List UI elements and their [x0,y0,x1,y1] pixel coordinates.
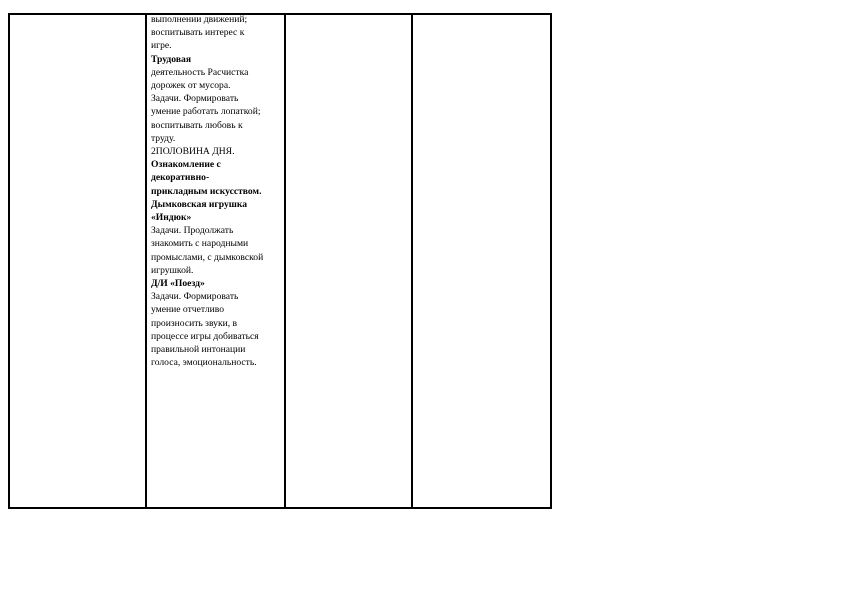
text-line: правильной интонации [151,344,246,356]
cell-text-block [147,13,284,369]
text-line: Задачи. Формировать [151,93,239,105]
plan-table [8,13,552,509]
table-cell-col2 [146,14,285,508]
text-line: прикладным искусством. [151,185,262,197]
text-line: умение работать лопаткой; [151,106,261,118]
text-line: труду. [151,132,176,144]
text-line: игре. [151,40,172,52]
text-line: Ознакомление с [151,159,221,171]
text-line: выполнении движений; [151,14,248,25]
text-line: процессе игры добиваться [151,330,259,342]
text-line: дорожек от мусора. [151,80,231,92]
text-line: Дымковская игрушка [151,198,248,210]
text-line: Задачи. Формировать [151,291,239,303]
text-line: игрушкой. [151,264,194,276]
text-line: Трудовая [151,53,192,65]
text-line: деятельность Расчистка [151,66,249,78]
text-line: 2ПОЛОВИНА ДНЯ. [151,146,235,158]
text-line: голоса, эмоциональность. [151,357,257,369]
table-cell-col4 [412,14,551,508]
text-line: произносить звуки, в [151,317,238,329]
text-line: Д/И «Поезд» [151,278,205,290]
text-line: воспитывать интерес к [151,27,245,39]
text-line: воспитывать любовь к [151,119,243,131]
text-line: промыслами, с дымковской [151,251,264,263]
text-line: Задачи. Продолжать [151,225,234,237]
table-row [9,14,551,508]
text-line: умение отчетливо [151,304,225,316]
table-cell-col1 [9,14,146,508]
text-line: «Индюк» [151,212,192,224]
text-line: декоративно- [151,172,210,184]
text-line: знакомить с народными [151,238,249,250]
table-cell-col3 [285,14,412,508]
